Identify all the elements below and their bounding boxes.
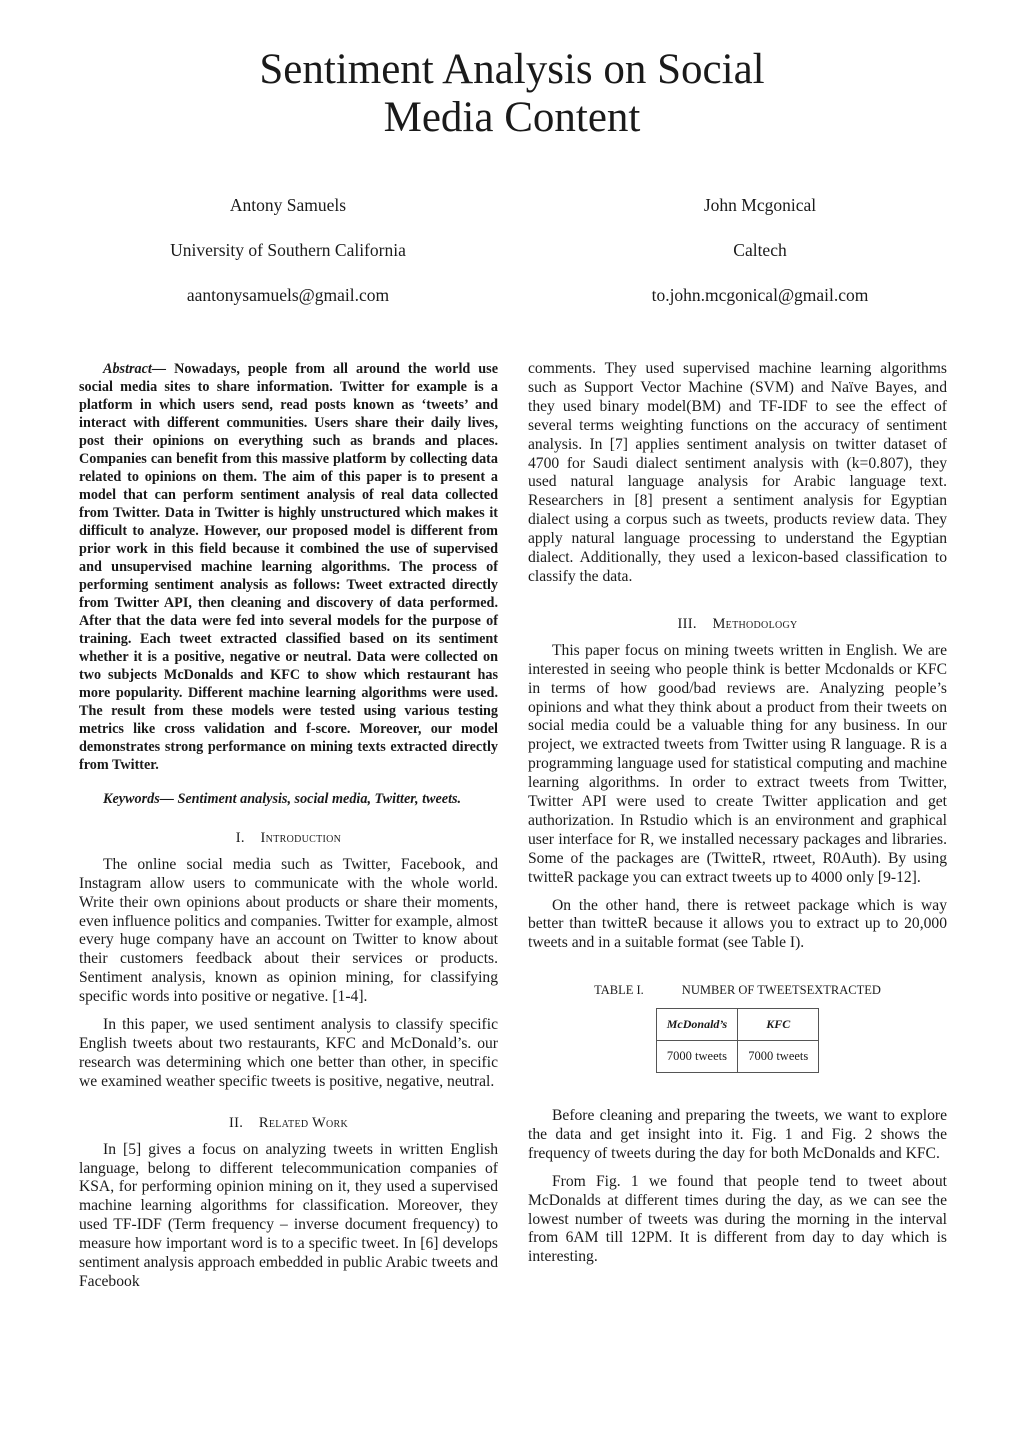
author-name: John Mcgonical (703, 195, 817, 215)
table-header-row (656, 1009, 819, 1041)
section-heading-method: III. Methodology (677, 615, 798, 632)
abstract-label: Abstract— (103, 361, 167, 377)
table-title: NUMBER OF TWEETSEXTRACTED (681, 983, 881, 998)
intro-paragraph-1: The online social media such as Twitter, Facebook, and Instagram allow users to communicate with the whole world. Write their own opinions about products or share their moments, even influence politics and companies. Twitter for example, almost every huge company have an account on Twitter to know about their customers feedback about their services or products. Sentiment analysis, known as opinion mining, for classifying specific words into positive or negative. [1-4]. (79, 855, 498, 1006)
left-column (79, 360, 498, 1301)
table-header-cell: KFC (738, 1009, 819, 1041)
table-cell: 7000 tweets (656, 1041, 737, 1073)
author-affiliation: University of Southern California (170, 240, 406, 260)
method-paragraph-4: From Fig. 1 we found that people tend to tweet about McDonalds at different times during the day, as we can see the lowest number of tweets was during the morning in the interval from 6AM till 12PM. It is different from day to day which is interesting. (528, 1172, 947, 1266)
title-line-2: Media Content (383, 94, 641, 141)
section-heading-intro: I. Introduction (235, 829, 342, 846)
title-line-1: Sentiment Analysis on Social (259, 46, 765, 93)
author-name: Antony Samuels (229, 195, 347, 215)
author-block-1 (88, 183, 488, 318)
table-cell: 7000 tweets (738, 1041, 819, 1073)
tweets-table (656, 1008, 820, 1073)
paper-title (0, 46, 1024, 142)
right-column (528, 360, 947, 1276)
abstract-text: Nowadays, people from all around the world use social media sites to share information. Twitter for example is a platform in which users send, read posts known as ‘tweets’ and interact with different communities. Users share their daily lives, post their opinions on everything such as brands and places. Companies can benefit from this massive platform by collecting data related to opinions on them. The aim of this paper is to present a model that can perform sentiment analysis of real data collected from Twitter. Data in Twitter is highly unstructured which makes it difficult to analyze. However, our proposed model is different from prior work in this field because it combined the use of supervised and unsupervised machine learning algorithms. The process of performing sentiment analysis as follows: Tweet extracted directly from Twitter API, then cleaning and discovery of data performed. After that the data were fed into several models for the purpose of training. Each tweet extracted classified based on its sentiment whether it is a positive, negative or neutral. Data were collected on two subjects McDonalds and KFC to show which restaurant has more popularity. Different machine learning algorithms were used. The result from these models were tested using various testing metrics like cross validation and f-score. Moreover, our model demonstrates strong performance on mining texts extracted directly from Twitter. (79, 361, 498, 773)
section-heading-related: II. Related Work (228, 1114, 349, 1131)
method-paragraph-1: This paper focus on mining tweets written in English. We are interested in seeing who people think is better Mcdonalds or KFC in terms of how good/bad reviews are. Analyzing people’s opinions and what they think about a product from their tweets on social media could be a valuable thing for any business. In our project, we extracted tweets from Twitter using R language. R is a programming language used for statistical computing and machine learning algorithms. In order to extract tweets from Twitter, Twitter API were used to create Twitter application and get authorization. In Rstudio which is an environment and graphical user interface for R, we installed necessary packages and libraries. Some of the packages are (TwitteR, rtweet, R0Auth). By using twitteR package you can extract tweets up to 4000 only [9-12]. (528, 641, 947, 886)
author-email[interactable]: aantonysamuels@gmail.com (186, 285, 390, 305)
related-paragraph-1-continued: comments. They used supervised machine learning algorithms such as Support Vector Machine (SVM) and Naïve Bayes, and they used binary model(BM) and TF-IDF to see the effect of several terms weighting functions on the accuracy of sentiment analysis. In [7] applies sentiment analysis on twitter dataset of 4700 for Saudi dialect sentiment analysis with (k=0.807), they used natural language analysis for Arabic language text. Researchers in [8] present a sentiment analysis for Egyptian dialect using a corpus such as tweets, products review data. They apply natural language processing to understand the Egyptian dialect. Additionally, they used a lexicon-based classification to classify the data. (528, 360, 947, 585)
method-paragraph-2: On the other hand, there is retweet package which is way better than twitteR because it allows you to extract up to 20,000 tweets and in a suitable format (see Table I). (528, 896, 947, 952)
table-header-cell: McDonald’s (656, 1009, 737, 1041)
author-email[interactable]: to.john.mcgonical@gmail.com (651, 285, 869, 305)
related-paragraph-1: In [5] gives a focus on analyzing tweets in written English language, belong to different telecommunication companies of KSA, for performing opinion mining on it, they used a supervised machine learning algorithms for classification. Moreover, they used TF-IDF (Term frequency – inverse document frequency) to measure how important word is to a specific tweet. In [6] develops sentiment analysis approach embedded in public Arabic tweets and Facebook (79, 1140, 498, 1290)
author-affiliation: Caltech (733, 240, 787, 260)
table-label: TABLE I. (594, 983, 644, 998)
table-row (656, 1041, 819, 1073)
abstract (79, 360, 498, 774)
keywords: Keywords— Sentiment analysis, social media, Twitter, tweets. (103, 791, 462, 807)
method-paragraph-3: Before cleaning and preparing the tweets, we want to explore the data and get insight into it. Fig. 1 and Fig. 2 shows the frequency of tweets during the day for both McDonalds and KFC. (528, 1107, 947, 1162)
author-block-2 (560, 183, 960, 318)
table-caption (528, 981, 947, 1000)
intro-paragraph-2: In this paper, we used sentiment analysis to classify specific English tweets about two restaurants, KFC and McDonald’s. our research was determining which one better than other, in specific we examined weather specific tweets is positive, negative, neutral. (79, 1016, 498, 1090)
